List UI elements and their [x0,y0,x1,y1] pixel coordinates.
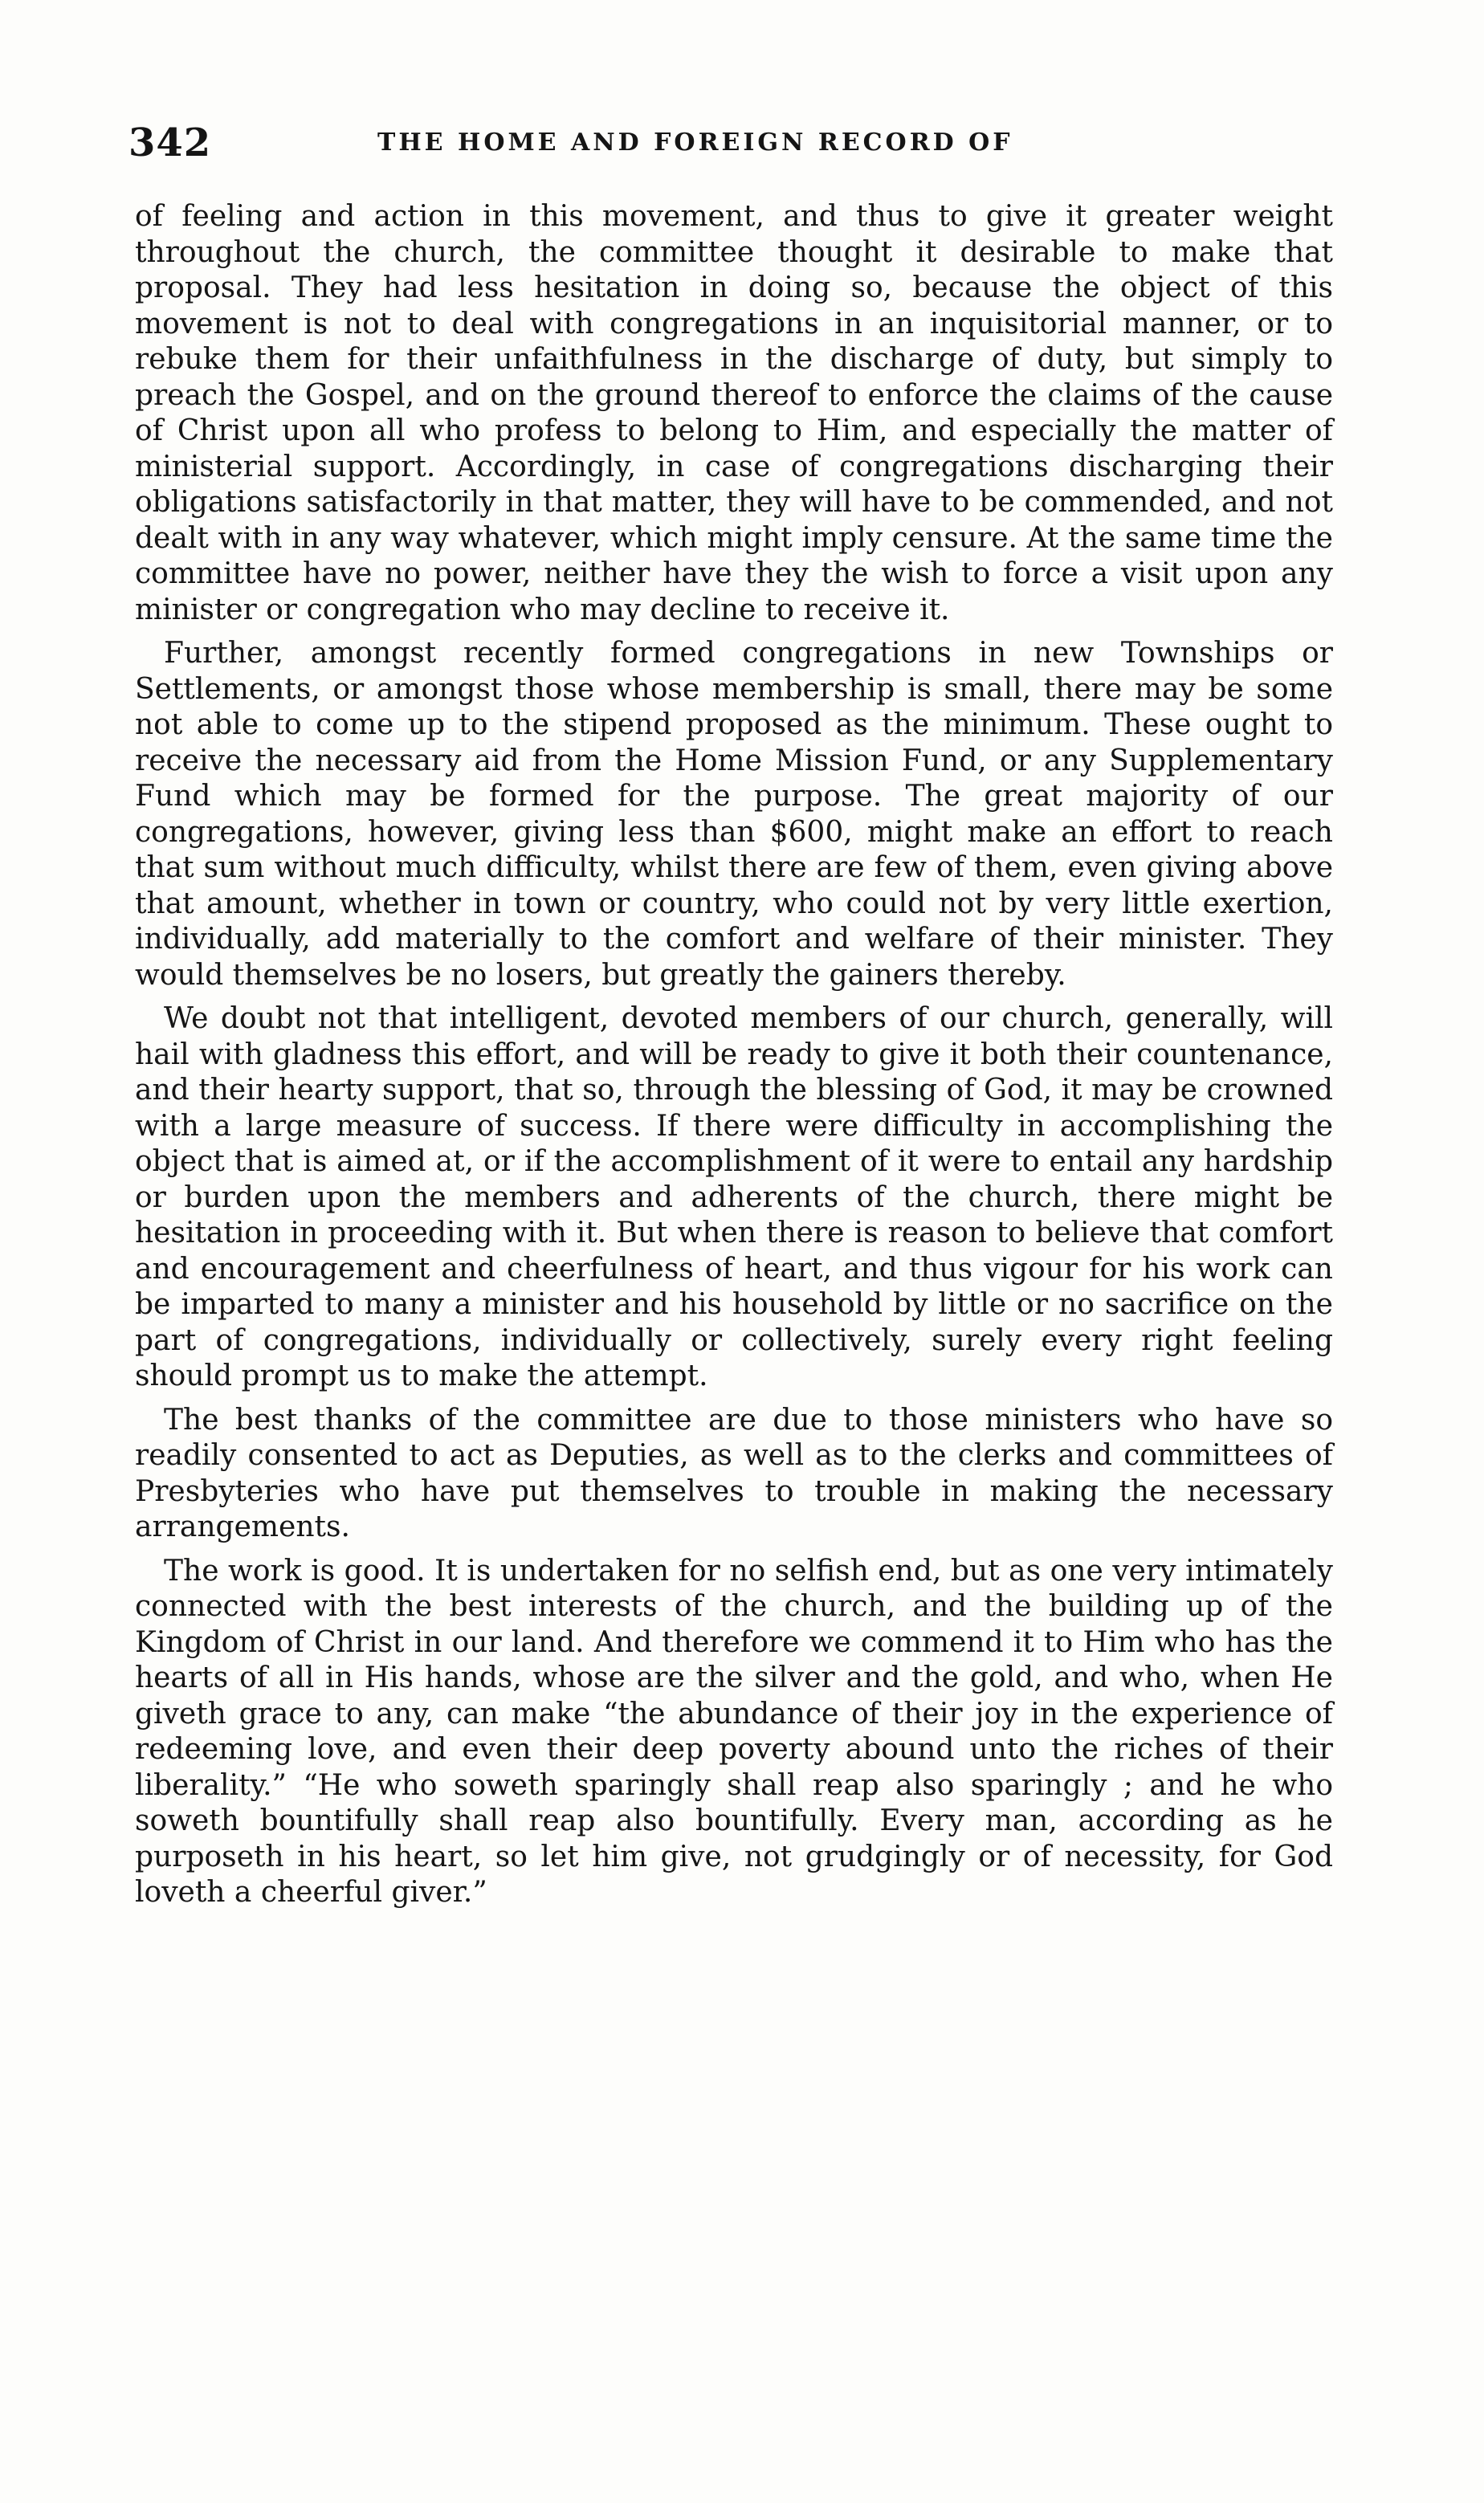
page-number: 342 [128,120,212,165]
paragraph-continuation: of feeling and action in this movement, and thus to give it greater weight throughout the church, the committee thought it desirable to make that proposal. They had less hesitation in doing so, because the object of this movement is not to deal with congregations in an inquisitorial manner, or to rebuke them for their unfaithfulness in the discharge of duty, but simply to preach the Gospel, and on the ground thereof to enforce the claims of the cause of Christ upon all who profess to belong to Him, and especially the matter of ministerial support. Accordingly, in case of congregations discharging their obligations satisfactorily in that matter, they will have to be commended, and not dealt with in any way whatever, which might imply censure. At the same time the committee have no power, neither have they the wish to force a visit upon any minister or congregation who may decline to receive it. [135,200,1333,626]
running-title: THE HOME AND FOREIGN RECORD OF [377,128,1013,157]
paragraph-further: Further, amongst recently formed congregations in new Townships or Settlements, or amongst those whose membership is small, there may be some not able to come up to the stipend proposed as the minimum. These ought to receive the necessary aid from the Home Mission Fund, or any Supplementary Fund which may be formed for the purpose. The great majority of our congregations, however, giving less than $600, might make an effort to reach that sum without much difficulty, whilst there are few of them, even giving above that amount, whether in town or country, who could not by very little exertion, individually, add materially to the comfort and welfare of their minister. They would themselves be no losers, but greatly the gainers thereby. [135,637,1333,992]
paragraph-we-doubt-not: We doubt not that intelligent, devoted members of our church, generally, will hail with gladness this effort, and will be ready to give it both their countenance, and their hearty support, that so, through the blessing of God, it may be crowned with a large measure of success. If there were difficulty in accomplishing the object that is aimed at, or if the accomplishment of it were to entail any hardship or burden upon the members and adherents of the church, there might be hesitation in proceeding with it. But when there is reason to believe that comfort and encouragement and cheerfulness of heart, and thus vigour for his work can be imparted to many a minister and his household by little or no sacrifice on the part of congregations, individually or collectively, surely every right feeling should prompt us to make the attempt. [135,1002,1333,1392]
paragraph-the-work: The work is good. It is undertaken for no selfish end, but as one very intimately connected with the best interests of the church, and the building up of the Kingdom of Christ in our land. And therefore we commend it to Him who has the hearts of all in His hands, whose are the silver and the gold, and who, when He giveth grace to any, can make “the abundance of their joy in the experience of redeeming love, and even their deep poverty abound unto the riches of their liberality.” “He who soweth sparingly shall reap also sparingly ; and he who soweth bountifully shall reap also bountifully. Every man, according as he purposeth in his heart, so let him give, not grudgingly or of necessity, for God loveth a cheerful giver.” [135,1554,1333,1909]
paragraph-best-thanks: The best thanks of the committee are due to those ministers who have so readily consented to act as Deputies, as well as to the clerks and committees of Presbyteries who have put themselves to trouble in making the necessary arrangements. [135,1403,1333,1543]
running-head [128,120,1381,169]
body-text [135,199,1333,1919]
